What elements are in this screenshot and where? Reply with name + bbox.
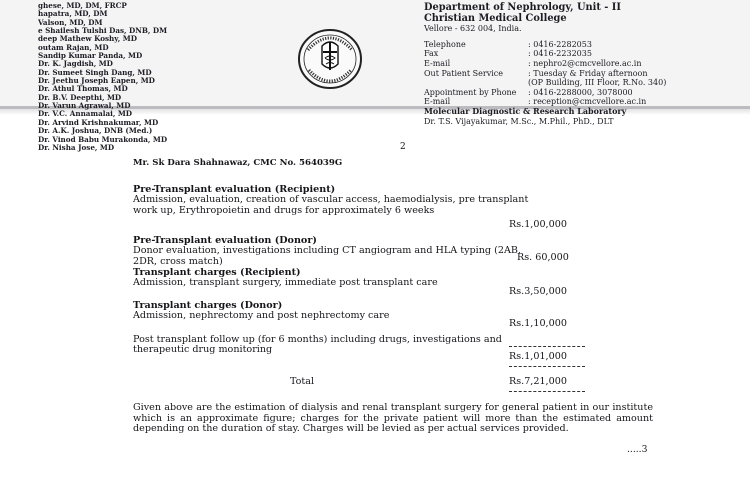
total-label: Total (290, 376, 315, 387)
doctor-name: Dr. Athul Thomas, MD (38, 84, 128, 94)
doctor-name: Dr. K. Jagdish, MD (38, 59, 113, 69)
doctor-name: Dr. B.V. Deepthi, MD (38, 92, 122, 102)
amount-post-transplant: Rs.1,01,000 (509, 351, 567, 362)
amount-recipient-transplant: Rs.3,50,000 (509, 286, 567, 297)
doctor-name: Dr. Varun Agrawal, MD (38, 101, 131, 111)
contact-row: Telephone : 0416-2282053 (424, 39, 592, 49)
total-underline (509, 391, 585, 392)
doctor-name: Valson, MD, DM (38, 17, 103, 27)
doctors-list (38, 2, 167, 152)
doctor-name: Dr. Arvind Krishnakumar, MD (38, 117, 159, 127)
section-heading: Transplant charges (Recipient) (133, 267, 301, 278)
patient-line: Mr. Sk Dara Shahnawaz, CMC No. 564039G (133, 158, 343, 168)
section-post-transplant (133, 335, 533, 356)
doctor-name: Dr. Nisha Jose, MD (38, 142, 115, 152)
doctor-name: e Shailesh Tulshi Das, DNB, DM (38, 26, 168, 36)
doctor-name: Dr. Vinod Babu Murakonda, MD (38, 134, 168, 144)
page-number: 2 (400, 142, 406, 152)
doctor-name: Dr. A.K. Joshua, DNB (Med.) (38, 126, 153, 136)
amount-underline (509, 346, 585, 347)
department-name: Department of Nephrology, Unit - II (424, 2, 621, 13)
college-name: Christian Medical College (424, 12, 567, 24)
doctor-name: Dr. Jeethu Joseph Eapen, MD (38, 76, 155, 86)
section-body: Post transplant follow up (for 6 months) including drugs, investigations and therapeutic drug monitoring (133, 334, 502, 356)
contact-row: E-mail : reception@cmcvellore.ac.in (424, 97, 647, 107)
section-recipient-evaluation (133, 185, 533, 216)
department-info (424, 3, 750, 126)
amount-donor-evaluation: Rs. 60,000 (517, 252, 569, 263)
doctor-name: Dr. Sumeet Singh Dang, MD (38, 67, 152, 77)
lab-head: Dr. T.S. Vijayakumar, M.Sc., M.Phil., PhD., DLT (424, 116, 614, 126)
college-seal-logo (297, 28, 363, 90)
section-body: Admission, nephrectomy and post nephrectomy care (133, 310, 390, 322)
section-heading: Transplant charges (Donor) (133, 300, 283, 311)
doctor-name: ghese, MD, DM, FRCP (38, 1, 127, 10)
doctor-name: outam Rajan, MD (38, 42, 109, 52)
estimate-note: Given above are the estimation of dialysis and renal transplant surgery for general patient in our institute which is an approximate figure; charges for the private patient will more than the estimated amount depending on the duration of stay. Charges will be levied as per actual services provided. (133, 402, 653, 434)
amount-recipient-evaluation: Rs.1,00,000 (509, 219, 567, 230)
amount-underline (509, 366, 585, 367)
contact-row: Fax : 0416-2232035 (424, 49, 592, 59)
total-amount: Rs.7,21,000 (509, 376, 567, 387)
section-body: Admission, evaluation, creation of vascular access, haemodialysis, pre transplant work up, Erythropoietin and drugs for approximately 6 weeks (133, 194, 529, 216)
section-donor-transplant (133, 301, 533, 322)
continuation-mark: .....3 (627, 444, 648, 455)
doctor-name: Dr. V.C. Annamalai, MD (38, 109, 133, 119)
contact-row: Appointment by Phone : 0416-2288000, 3078000 (424, 87, 633, 97)
lab-name: Molecular Diagnostic & Research Laboratory (424, 105, 627, 116)
contact-row: Out Patient Service : Tuesday & Friday afternoon (424, 68, 648, 78)
section-body: Donor evaluation, investigations including CT angiogram and HLA typing (2AB, 2DR, cross match) (133, 245, 521, 267)
contact-row: (OP Building, III Floor, R.No. 340) (528, 78, 667, 88)
section-recipient-transplant (133, 268, 533, 289)
doctor-name: hapatra, MD, DM (38, 9, 108, 19)
contact-row: E-mail : nephro2@cmcvellore.ac.in (424, 58, 642, 68)
section-heading: Pre-Transplant evaluation (Donor) (133, 235, 317, 246)
doctor-name: deep Mathew Koshy, MD (38, 34, 137, 44)
section-body: Admission, transplant surgery, immediate post transplant care (133, 277, 438, 289)
amount-donor-transplant: Rs.1,10,000 (509, 318, 567, 329)
section-heading: Pre-Transplant evaluation (Recipient) (133, 184, 336, 195)
doctor-name: Sandip Kumar Panda, MD (38, 51, 143, 61)
section-donor-evaluation (133, 236, 533, 267)
college-address: Vellore - 632 004, India. (424, 24, 522, 34)
